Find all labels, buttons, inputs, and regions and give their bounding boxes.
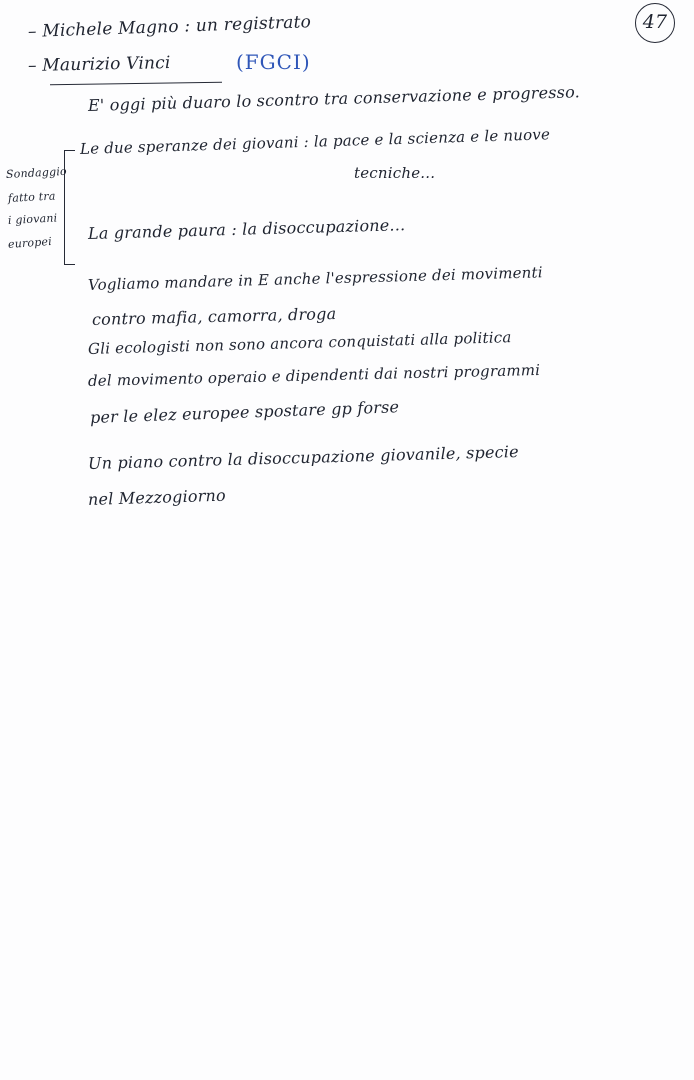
header-note: (FGCI) [236,50,311,74]
side-note-line-1: Sondaggio [5,164,68,181]
header-line-2: – Maurizio Vinci [27,53,171,76]
body-line-8: del movimento operaio e dipendenti dai nostri programmi [87,360,541,390]
side-note-line-2: fatto tra [7,189,56,205]
body-line-10: Un piano contro la disoccupazione giovanile, specie [87,441,520,473]
body-line-3: tecniche... [354,164,436,182]
body-line-5: Vogliamo mandare in E anche l'espressione dei movimenti [87,263,543,294]
body-line-2: Le due speranze dei giovani : la pace e la scienza e le nuove [79,125,551,158]
body-line-11: nel Mezzogiorno [87,485,227,509]
side-note-line-3: i giovani [7,211,58,227]
body-line-7: Gli ecologisti non sono ancora conquistati alla politica [87,328,512,358]
page-number: 47 [642,11,668,33]
body-line-1: E' oggi più duaro lo scontro tra conservazione e progresso. [87,82,581,115]
header-underline [50,82,222,85]
header-line-1: – Michele Magno : un registrato [27,12,312,42]
body-line-4: La grande paura : la disoccupazione... [87,215,406,243]
side-note-bracket [64,150,75,265]
side-note-line-4: europei [7,234,53,251]
body-line-9: per le elez europee spostare gp forse [89,397,400,427]
body-line-6: contro mafia, camorra, droga [91,304,337,329]
